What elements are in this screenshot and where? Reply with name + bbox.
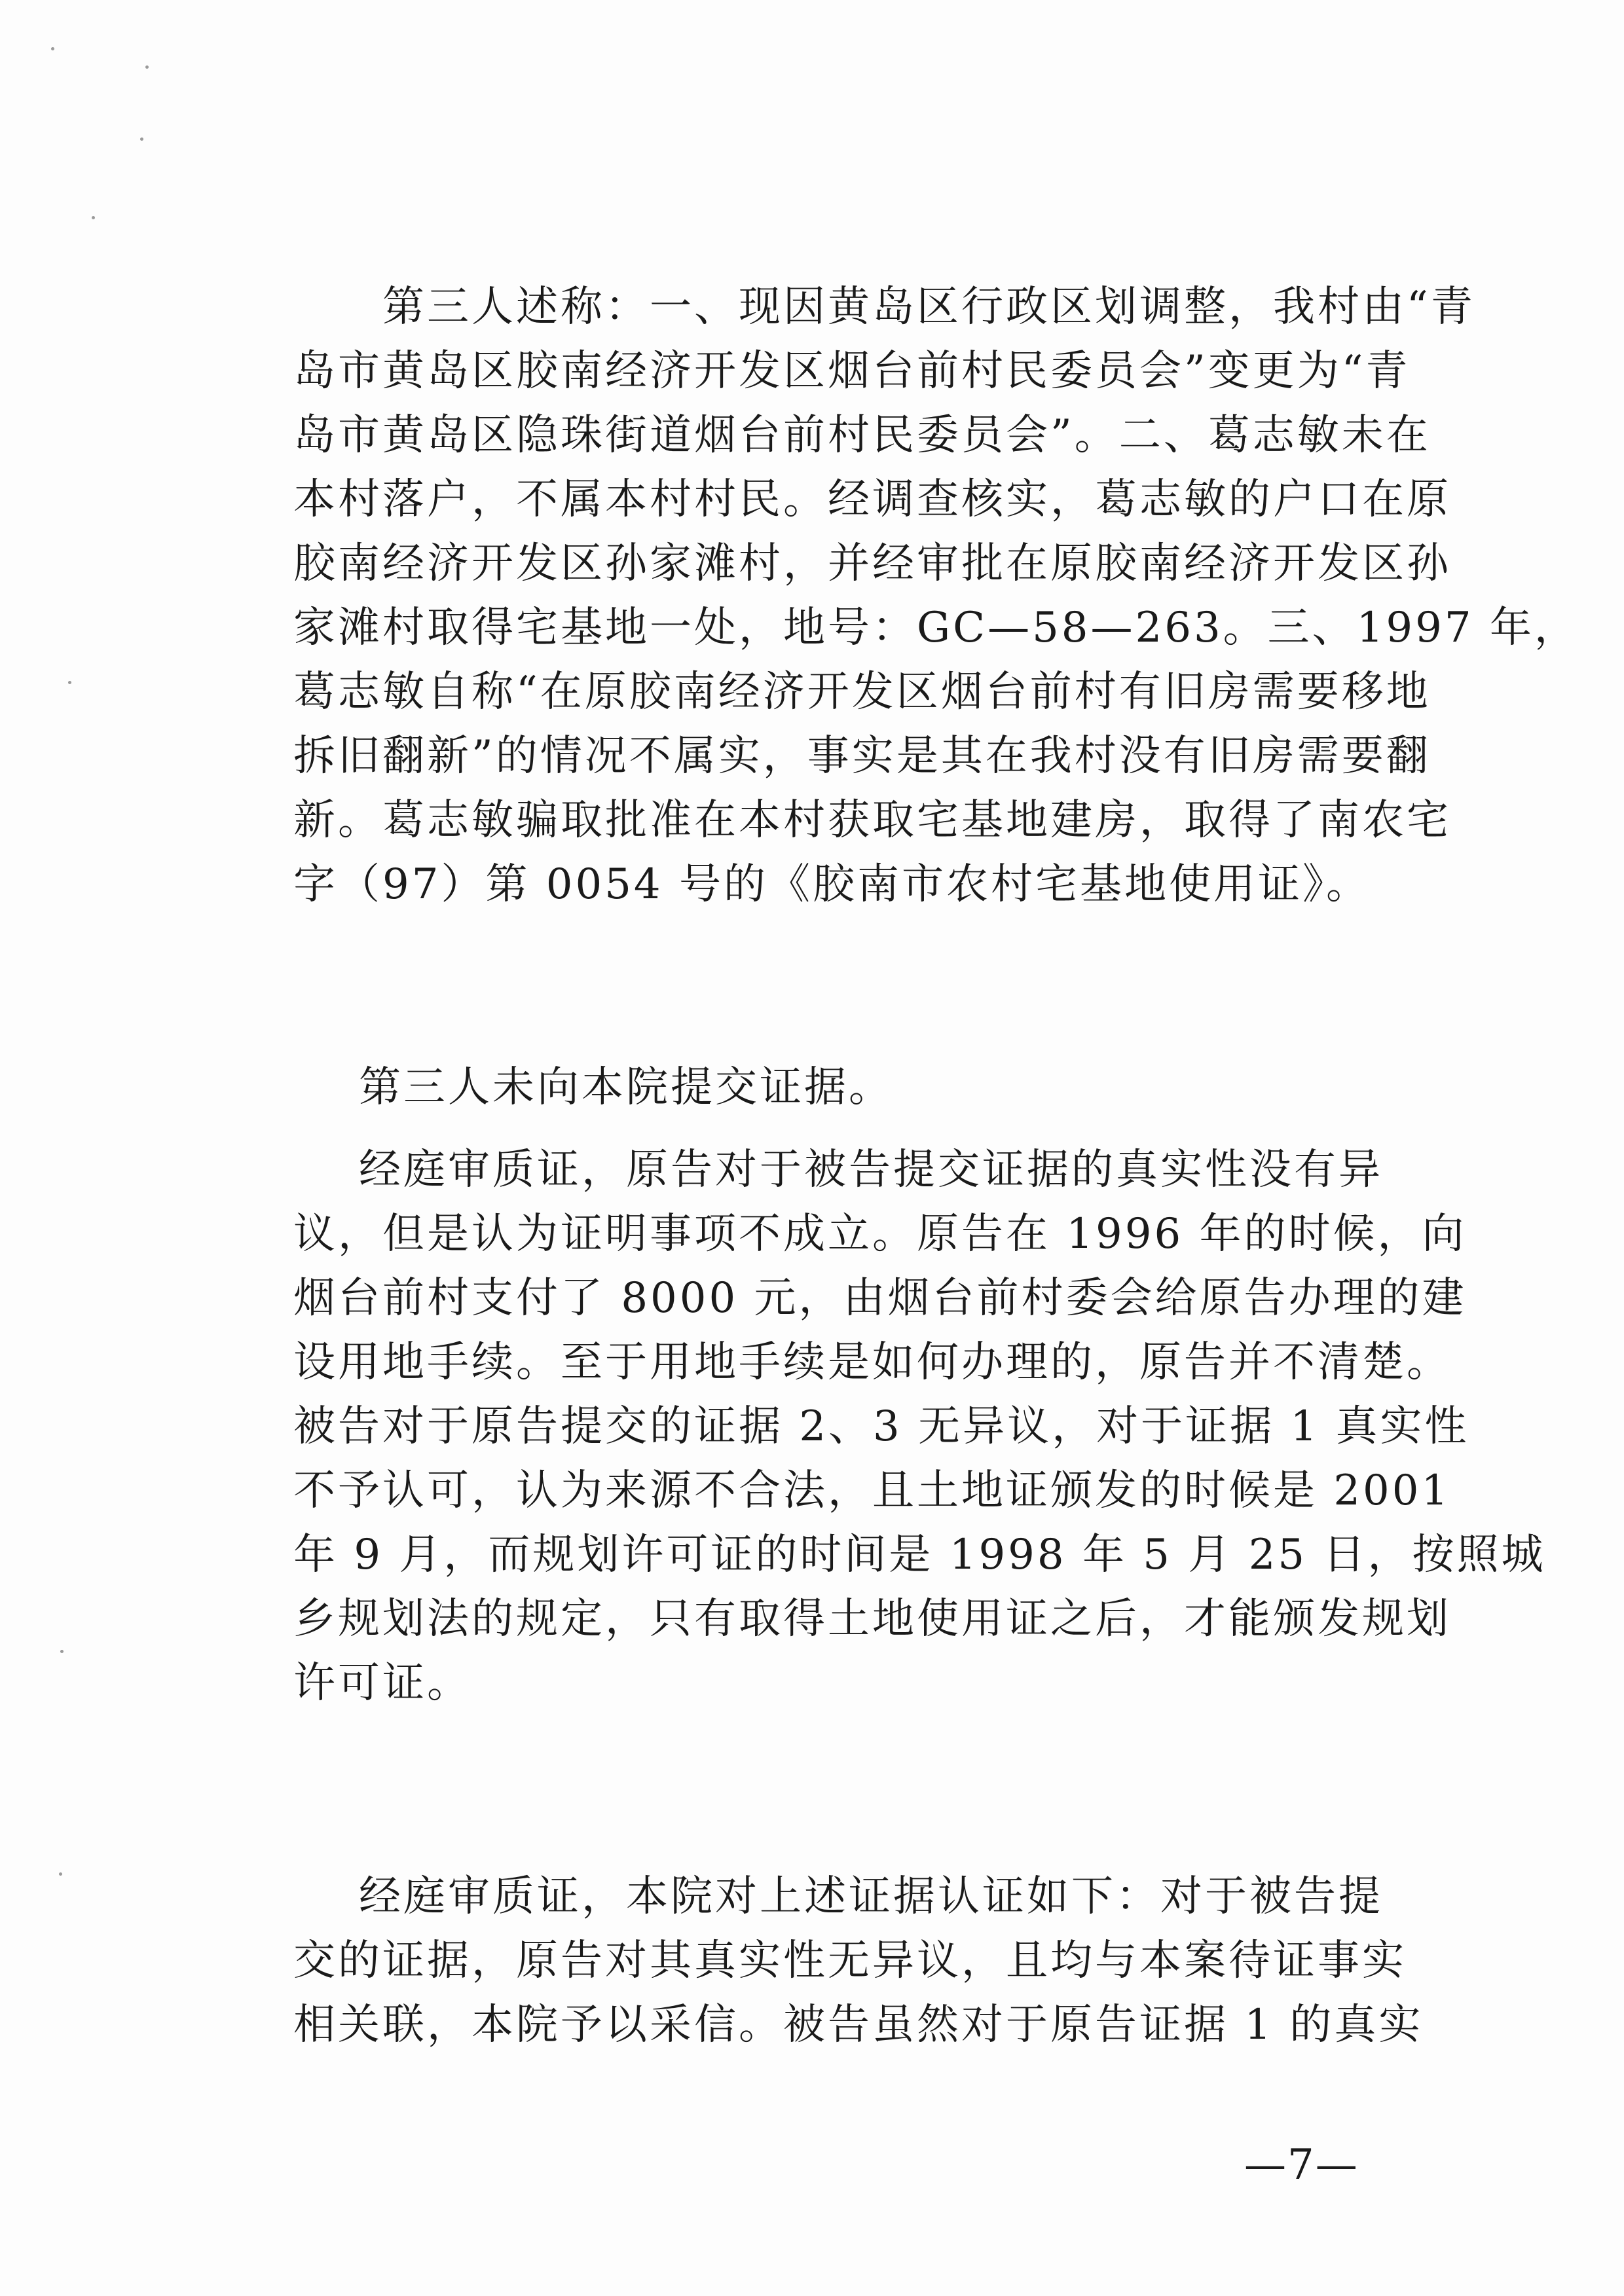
text-line: 第三人述称：一、现因黄岛区行政区划调整，我村由“青 (382, 283, 1475, 331)
scan-speck (92, 216, 95, 219)
text-line: 年 9 月，而规划许可证的时间是 1998 年 5 月 25 日，按照城 (293, 1531, 1546, 1579)
text-line: 字（97）第 0054 号的《胶南市农村宅基地使用证》。 (293, 860, 1371, 909)
text-line: 经庭审质证，原告对于被告提交证据的真实性没有异 (359, 1146, 1383, 1194)
text-line: 交的证据，原告对其真实性无异议，且均与本案待证事实 (293, 1937, 1407, 1985)
scan-speck (145, 65, 149, 69)
scan-speck (59, 1872, 62, 1876)
text-line: 烟台前村支付了 8000 元，由烟台前村委会给原告办理的建 (293, 1274, 1467, 1322)
paragraph-third-party-no-evidence (293, 1055, 1375, 1120)
text-line: 葛志敏自称“在原胶南经济开发区烟台前村有旧房需要移地 (293, 668, 1431, 716)
text-line: 拆旧翻新”的情况不属实，事实是其在我村没有旧房需要翻 (293, 732, 1431, 780)
text-line: 相关联，本院予以采信。被告虽然对于原告证据 1 的真实 (293, 2001, 1424, 2049)
text-line: 乡规划法的规定，只有取得土地使用证之后，才能颁发规划 (293, 1595, 1451, 1643)
text-line: 本村落户，不属本村村民。经调查核实，葛志敏的户口在原 (293, 475, 1451, 524)
scan-speck (51, 47, 54, 50)
scan-speck (60, 1650, 64, 1653)
text-line: 经庭审质证，本院对上述证据认证如下：对于被告提 (359, 1872, 1383, 1921)
paragraph-court-finding (293, 1865, 1424, 2057)
paragraph-cross-examination (293, 1138, 1546, 1715)
text-line: 不予认可，认为来源不合法，且土地证颁发的时候是 2001 (293, 1467, 1451, 1515)
text-line: 被告对于原告提交的证据 2、3 无异议，对于证据 1 真实性 (293, 1402, 1469, 1451)
text-line: 胶南经济开发区孙家滩村，并经审批在原胶南经济开发区孙 (293, 539, 1451, 588)
text-line: 许可证。 (293, 1659, 471, 1707)
text-line: 岛市黄岛区隐珠街道烟台前村民委员会”。二、葛志敏未在 (293, 411, 1431, 460)
scan-speck (140, 137, 143, 141)
text-line: 家滩村取得宅基地一处，地号：GC—58—263。三、1997 年， (293, 604, 1579, 652)
text-line: 新。葛志敏骗取批准在本村获取宅基地建房，取得了南农宅 (293, 796, 1451, 845)
text-line: 岛市黄岛区胶南经济开发区烟台前村民委员会”变更为“青 (293, 347, 1411, 395)
text-line: 议，但是认为证明事项不成立。原告在 1996 年的时候，向 (293, 1210, 1467, 1258)
page-number: —7— (1244, 2141, 1359, 2189)
text-line: 第三人未向本院提交证据。 (359, 1063, 893, 1112)
scan-speck (68, 681, 71, 684)
paragraph-third-party-statement (293, 275, 1579, 917)
text-line: 设用地手续。至于用地手续是如何办理的，原告并不清楚。 (293, 1338, 1451, 1387)
